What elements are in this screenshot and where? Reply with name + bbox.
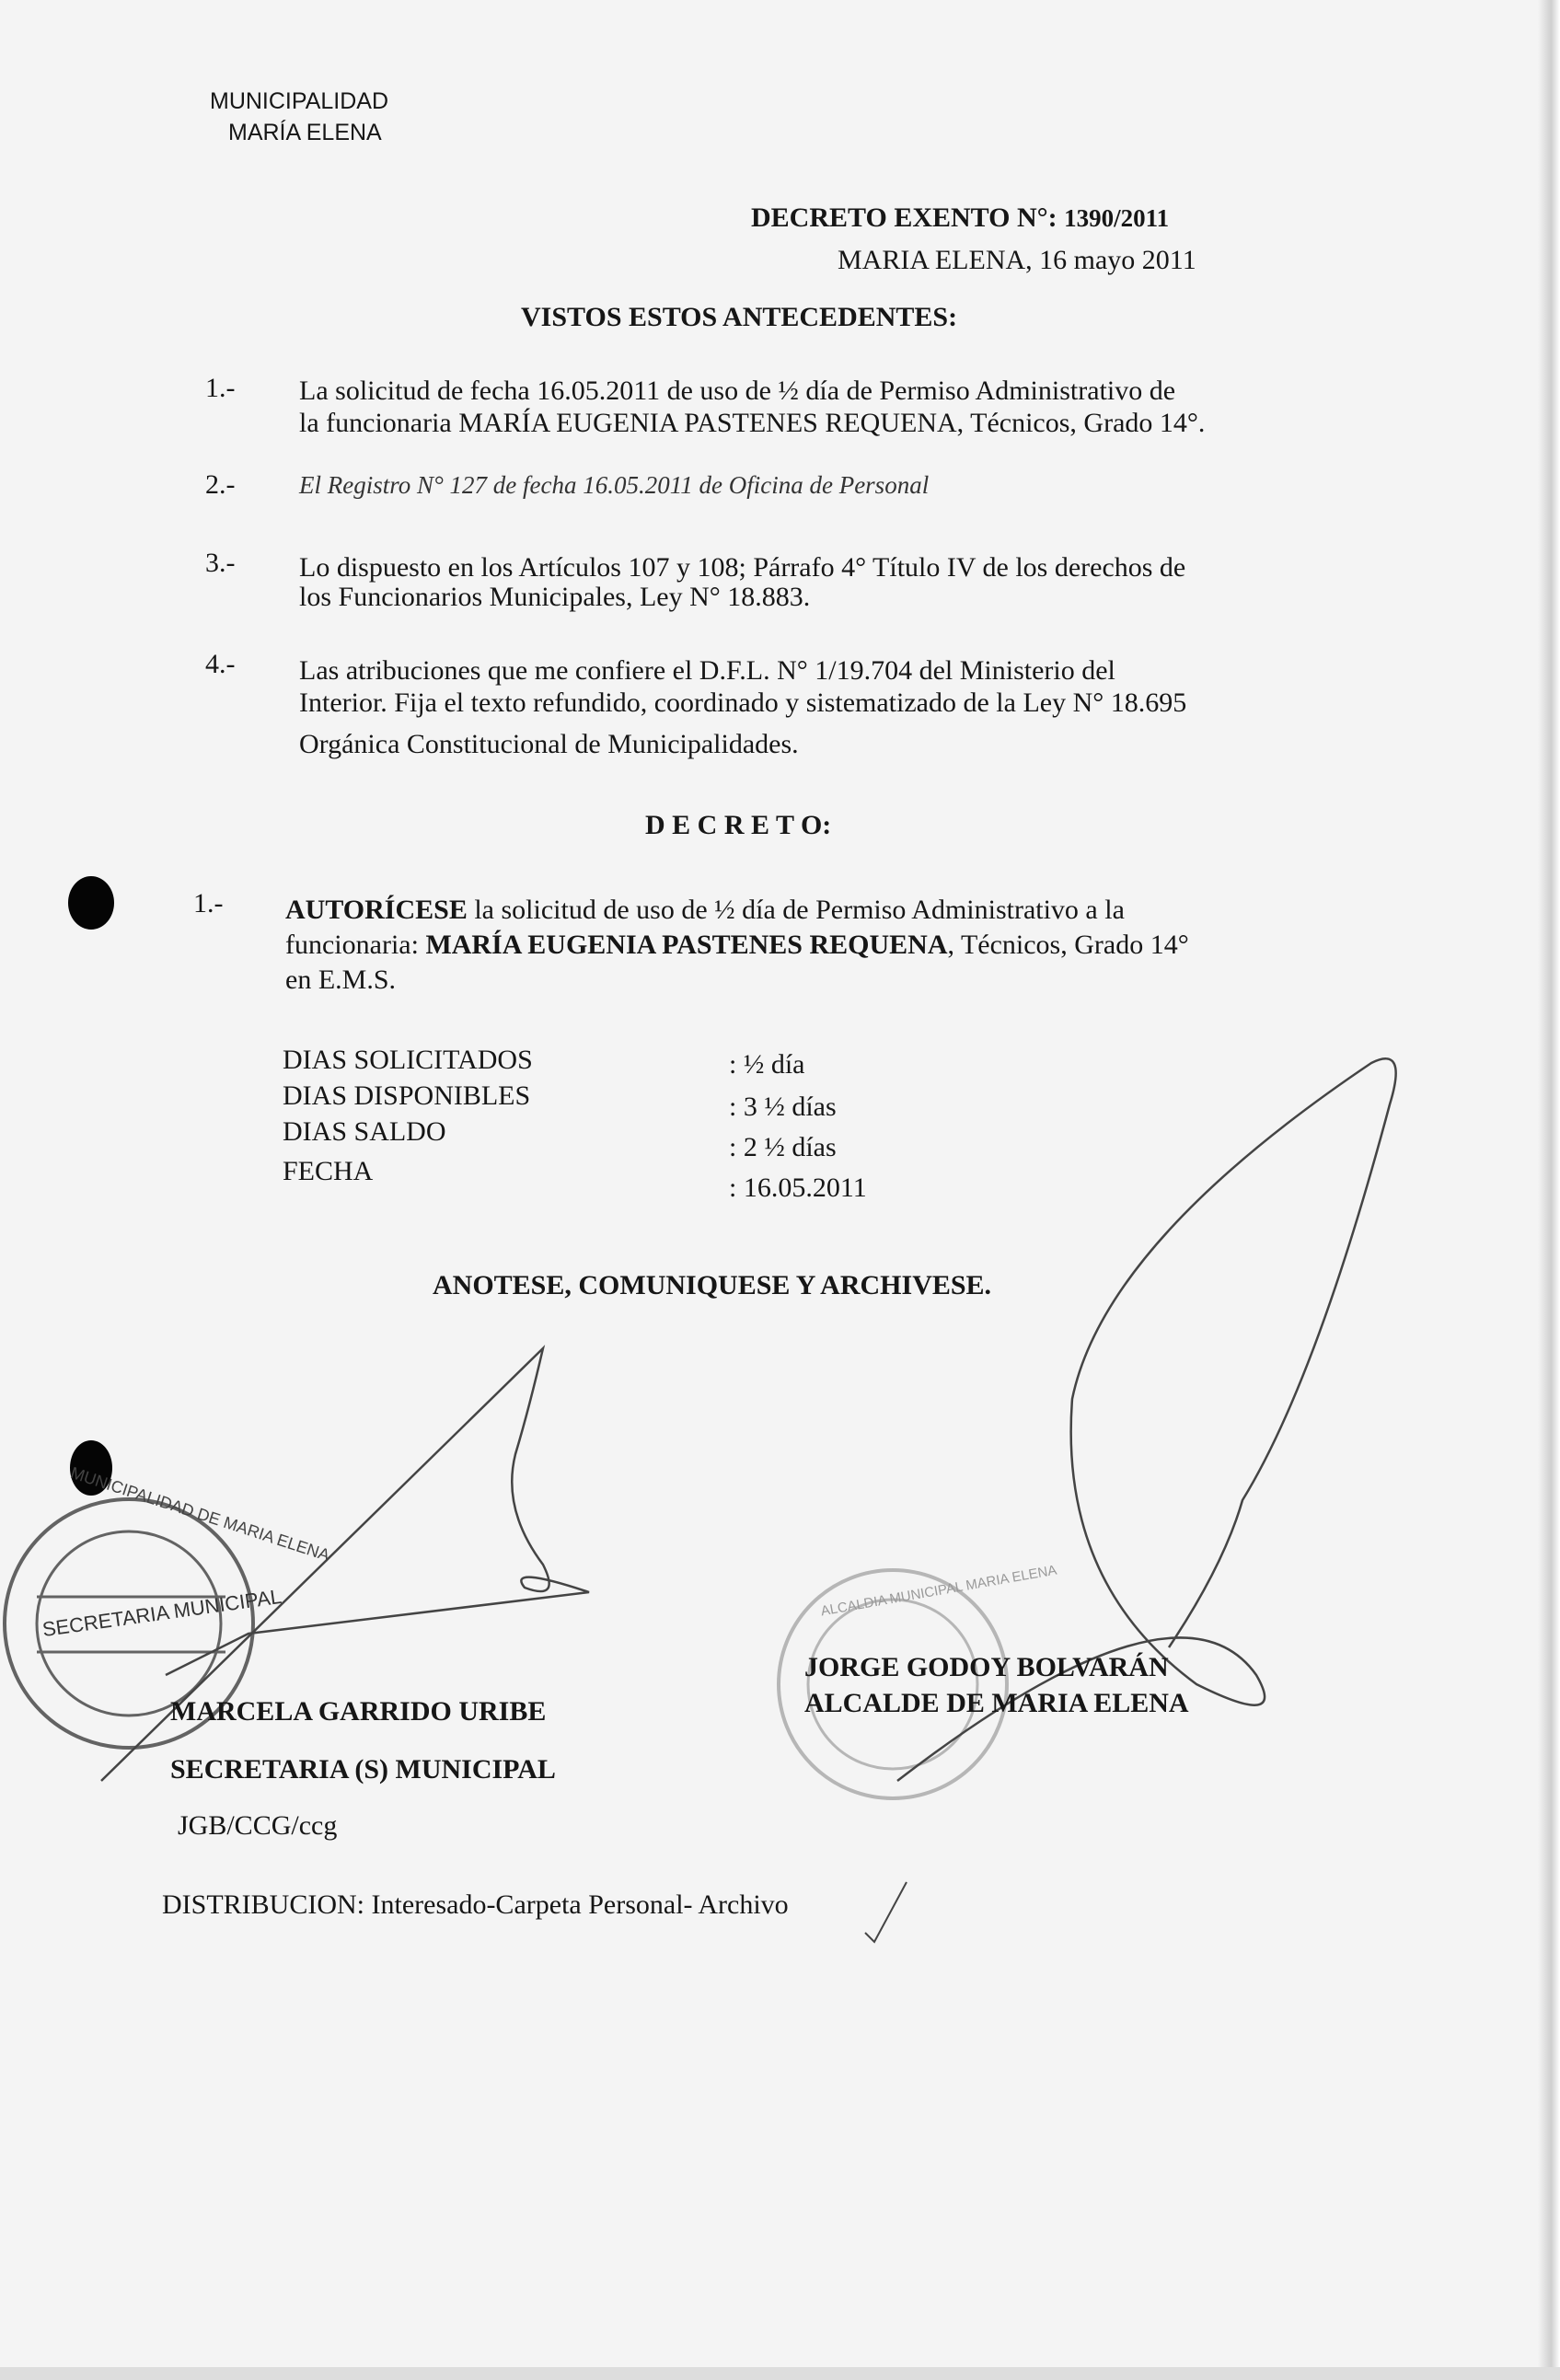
detail-label: FECHA xyxy=(283,1156,374,1186)
org-city: MARÍA ELENA xyxy=(228,120,382,145)
decree-label: DECRETO EXENTO N°: xyxy=(751,202,1057,233)
right-stamp-ring: ALCALDIA MUNICIPAL MARIA ELENA xyxy=(819,1562,1058,1620)
vistos-item-3-line: Lo dispuesto en los Artículos 107 y 108; Párrafo 4° Título IV de los derechos de xyxy=(299,552,1186,583)
left-stamp-ring: MUNICIPALIDAD DE MARIA ELENA xyxy=(68,1462,332,1565)
vistos-item-4-line: Las atribuciones que me confiere el D.F.L. N° 1/19.704 del Ministerio del xyxy=(299,655,1115,686)
detail-value: : ½ día xyxy=(729,1049,805,1080)
detail-value: : 16.05.2011 xyxy=(729,1173,867,1203)
place-date: MARIA ELENA, 16 mayo 2011 xyxy=(838,245,1196,275)
right-signer-name: JORGE GODOY BOLVARÁN xyxy=(804,1652,1169,1682)
decreto-text: funcionaria: xyxy=(285,930,426,960)
decreto-title: D E C R E T O: xyxy=(645,810,832,840)
vistos-item-3-line: los Funcionarios Municipales, Ley N° 18.883. xyxy=(299,582,811,612)
org-name: MUNICIPALIDAD xyxy=(210,88,389,114)
distribution: DISTRIBUCION: Interesado-Carpeta Personal- Archivo xyxy=(162,1889,789,1920)
item-number: 1.- xyxy=(205,373,236,403)
decreto-verb: AUTORÍCESE xyxy=(285,895,468,925)
initials: JGB/CCG/ccg xyxy=(178,1810,338,1841)
detail-label: DIAS DISPONIBLES xyxy=(283,1080,531,1111)
vistos-item-1-line: La solicitud de fecha 16.05.2011 de uso de ½ día de Permiso Administrativo de xyxy=(299,375,1176,406)
left-signer-title: SECRETARIA (S) MUNICIPAL xyxy=(170,1754,556,1785)
vistos-item-2-line: El Registro N° 127 de fecha 16.05.2011 de Oficina de Personal xyxy=(299,471,930,499)
decreto-text: la solicitud de uso de ½ día de Permiso Administrativo a la xyxy=(467,895,1125,925)
closing-text: ANOTESE, COMUNIQUESE Y ARCHIVESE. xyxy=(433,1270,992,1300)
detail-value: : 2 ½ días xyxy=(729,1132,837,1162)
check-mark xyxy=(865,1882,907,1942)
detail-value: : 3 ½ días xyxy=(729,1092,837,1122)
decree-number: 1390/2011 xyxy=(1064,204,1170,232)
decreto-line-3: en E.M.S. xyxy=(285,965,396,995)
vistos-title: VISTOS ESTOS ANTECEDENTES: xyxy=(521,302,958,332)
item-number: 1.- xyxy=(193,888,224,918)
right-signer-title: ALCALDE DE MARIA ELENA xyxy=(804,1688,1189,1718)
decreto-text: , Técnicos, Grado 14° xyxy=(947,930,1189,960)
detail-label: DIAS SOLICITADOS xyxy=(283,1045,533,1075)
item-number: 2.- xyxy=(205,469,236,500)
employee-name: MARÍA EUGENIA PASTENES REQUENA xyxy=(425,930,948,960)
item-number: 4.- xyxy=(205,649,236,679)
vistos-item-4-line: Orgánica Constitucional de Municipalidades. xyxy=(299,729,799,759)
detail-label: DIAS SALDO xyxy=(283,1116,446,1147)
left-signer-name: MARCELA GARRIDO URIBE xyxy=(170,1696,547,1727)
vistos-item-4-line: Interior. Fija el texto refundido, coordinado y sistematizado de la Ley N° 18.695 xyxy=(299,687,1187,718)
item-number: 3.- xyxy=(205,548,236,578)
vistos-item-1-line: la funcionaria MARÍA EUGENIA PASTENES REQUENA, Técnicos, Grado 14°. xyxy=(299,408,1206,438)
left-stamp-center: SECRETARIA MUNICIPAL xyxy=(40,1584,283,1642)
